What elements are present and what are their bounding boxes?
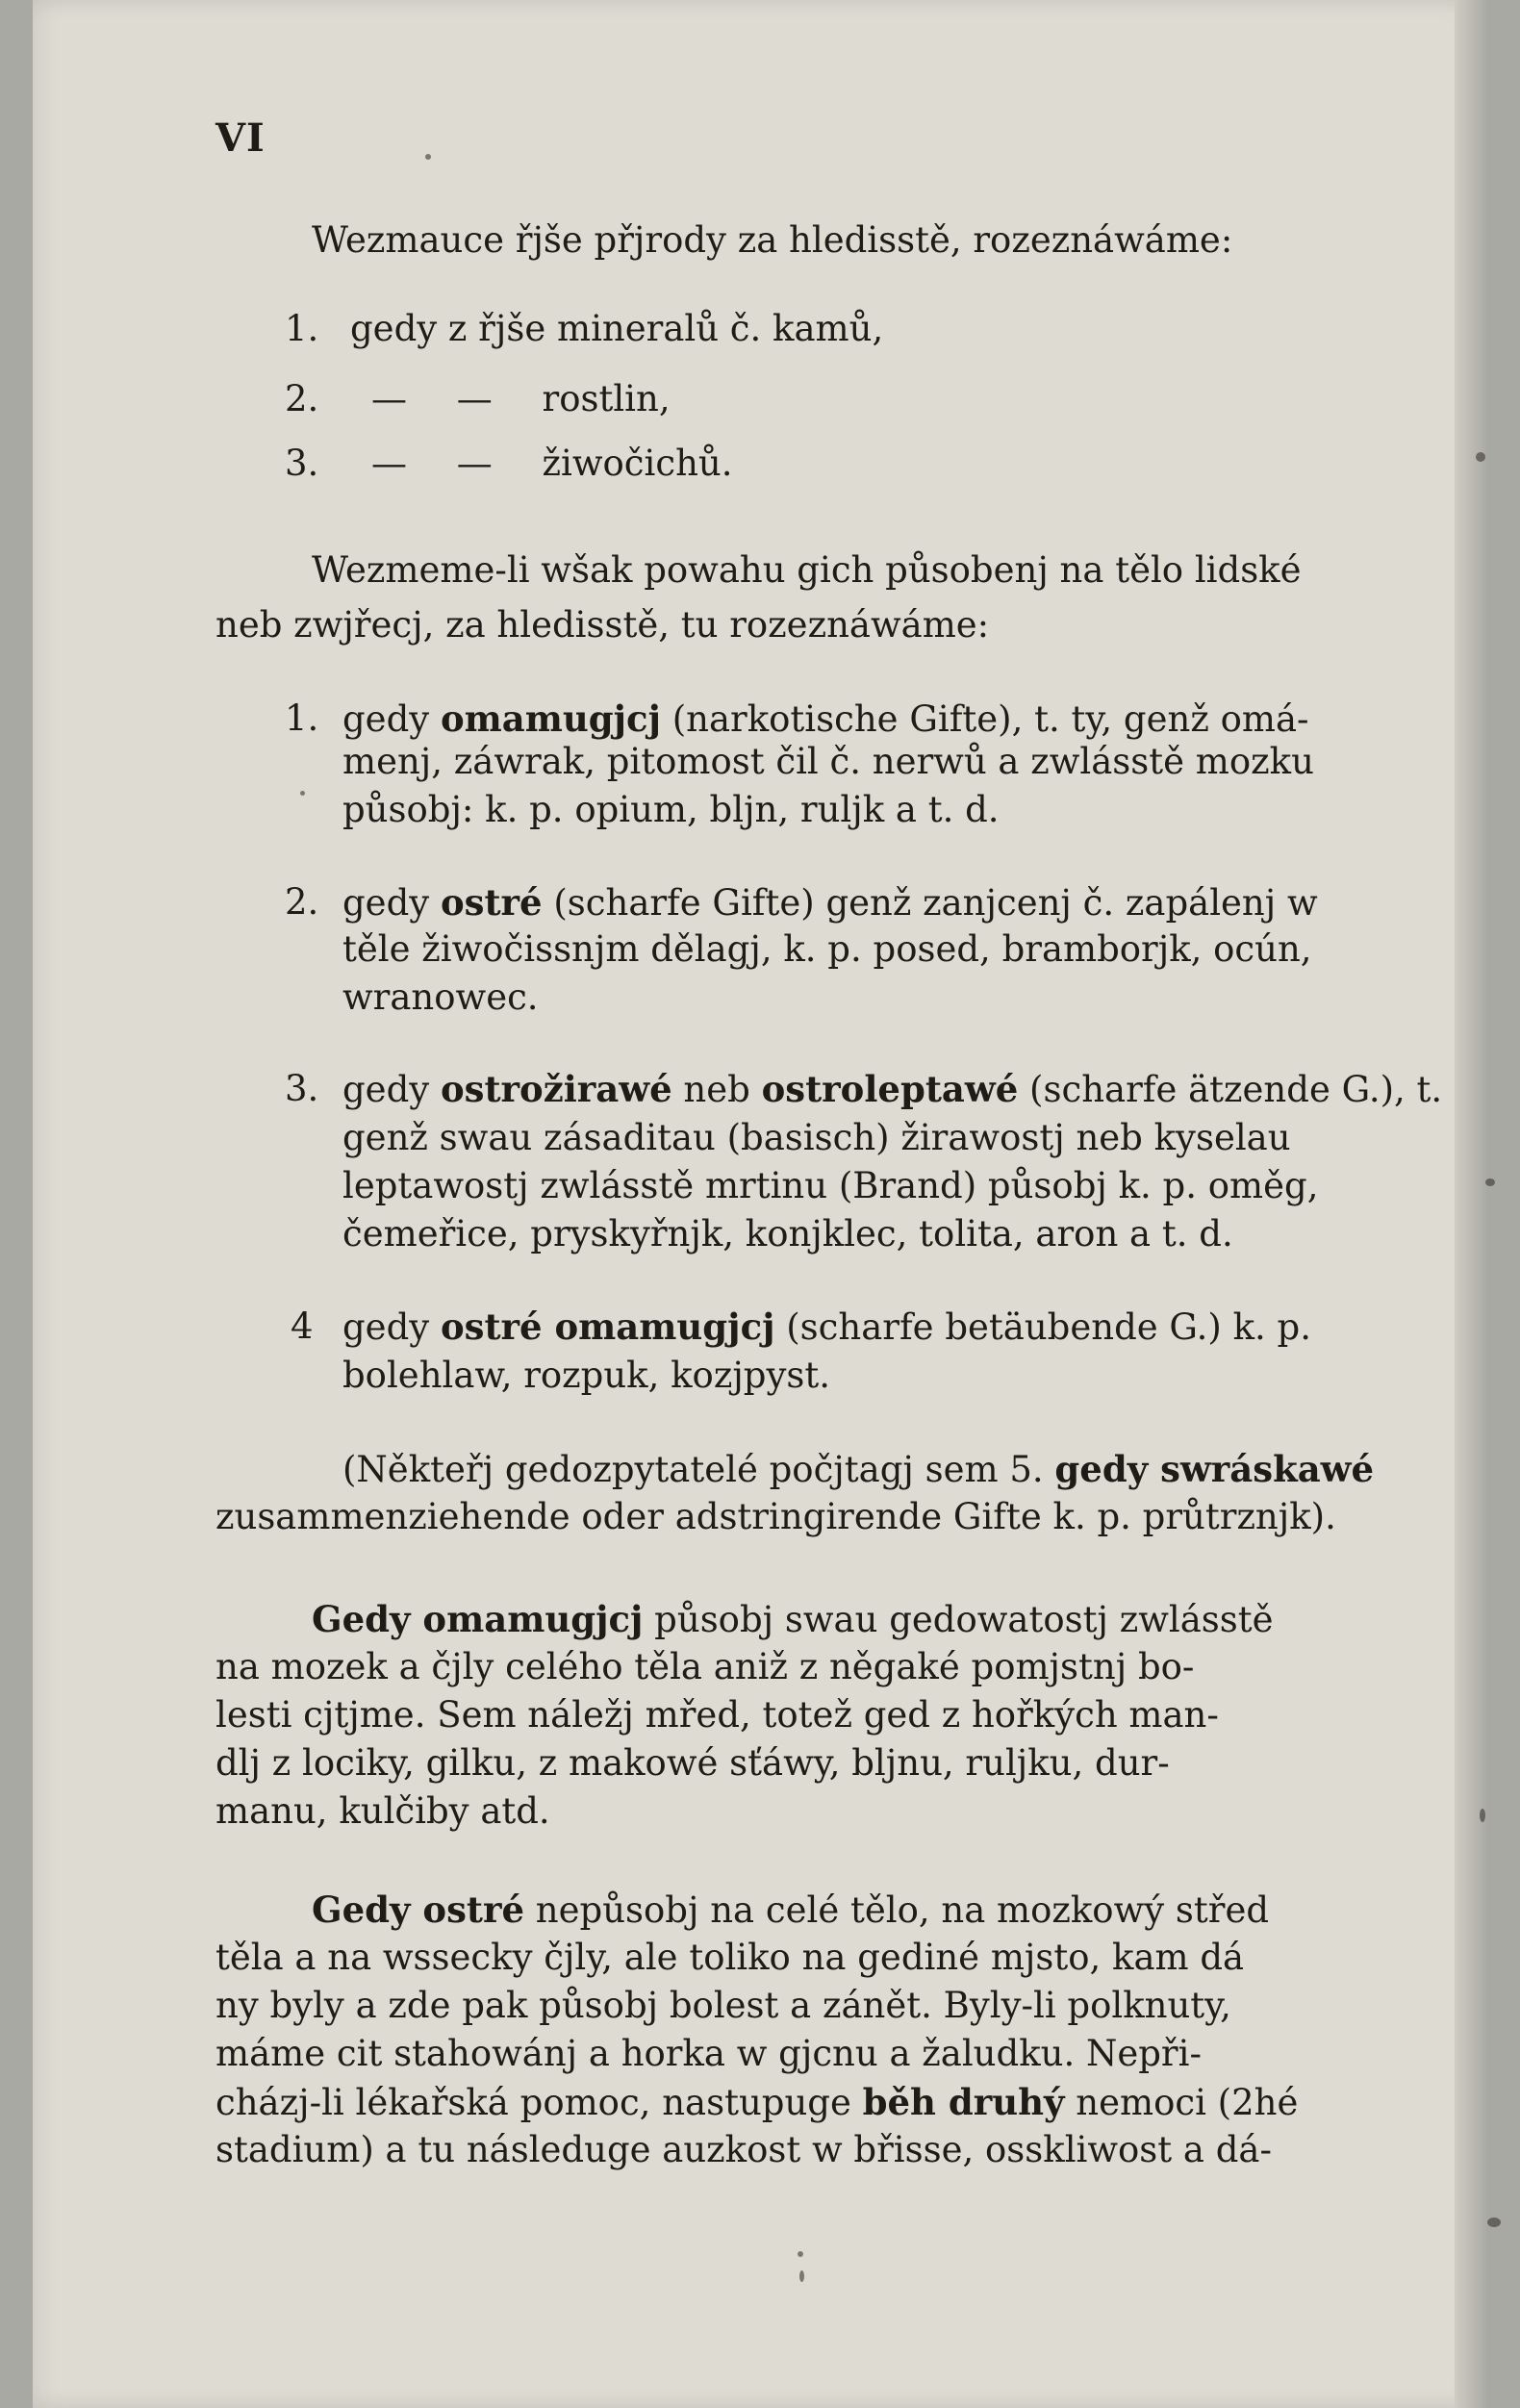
para3-line-2: na mozek a čjly celého těla aniž z něgaké pomjstnj bo- bbox=[215, 1646, 1195, 1687]
note-line-1: (Někteřj gedozpytatelé počjtagj sem 5. gedy swráskawé bbox=[342, 1448, 1375, 1490]
list1-text-1: gedy z řjše mineralů č. kamů, bbox=[350, 308, 884, 349]
para3-line-3: lesti cjtjme. Sem náležj mřed, totež ged z hořkých man- bbox=[215, 1694, 1219, 1736]
term-ostre-omamujici: ostré omamugjcj bbox=[440, 1305, 775, 1348]
print-speck bbox=[798, 2251, 803, 2257]
intro-line: Wezmauce řjše přjrody za hledisstě, rozeznáwáme: bbox=[312, 219, 1233, 261]
item4-line-2: bolehlaw, rozpuk, kozjpyst. bbox=[342, 1355, 830, 1396]
print-speck bbox=[425, 154, 431, 160]
item1-line-1: gedy omamugjcj (narkotische Gifte), t. ty, genž omá- bbox=[342, 697, 1309, 740]
para4-line-4: máme cit stahowánj a horka w gjcnu a žaludku. Nepři- bbox=[215, 2033, 1202, 2074]
para4-line-5: cházj-li lékařská pomoc, nastupuge běh druhý nemoci (2hé bbox=[215, 2081, 1299, 2123]
item3-line-1: gedy ostrožirawé neb ostroleptawé (scharfe ätzende G.), t. bbox=[342, 1068, 1443, 1110]
para3-line-4: dlj z lociky, gilku, z makowé sťáwy, bljnu, ruljku, dur- bbox=[215, 1742, 1170, 1784]
term-ostroleptawe: ostroleptawé bbox=[761, 1068, 1019, 1110]
book-page bbox=[33, 0, 1487, 2408]
page-edge bbox=[1455, 0, 1487, 2408]
para2-line-2: neb zwjřecj, za hledisstě, tu rozeznáwáme: bbox=[215, 604, 990, 646]
para4-line-1: Gedy ostré nepůsobj na celé tělo, na mozkowý střed bbox=[312, 1888, 1270, 1931]
item3-line-4: čemeřice, pryskyřnjk, konjklec, tolita, aron a t. d. bbox=[342, 1213, 1233, 1255]
list1-text-2: — — rostlin, bbox=[371, 378, 671, 419]
list1-num-3: 3. bbox=[285, 443, 319, 484]
list1-num-1: 1. bbox=[285, 308, 319, 349]
list1-num-2: 2. bbox=[285, 378, 319, 419]
para3-line-1: Gedy omamugjcj působj swau gedowatostj zwlásstě bbox=[312, 1598, 1274, 1640]
print-speck bbox=[1476, 452, 1485, 462]
print-speck bbox=[1480, 1809, 1485, 1822]
print-speck bbox=[300, 791, 305, 796]
term-omamujici: omamugjcj bbox=[440, 697, 661, 740]
item2-num: 2. bbox=[285, 881, 319, 923]
term-swraskawe: gedy swráskawé bbox=[1054, 1448, 1375, 1490]
item3-num: 3. bbox=[285, 1068, 319, 1109]
item1-line-3: působj: k. p. opium, bljn, ruljk a t. d. bbox=[342, 789, 1000, 830]
item1-num: 1. bbox=[285, 697, 319, 739]
note-line-2: zusammenziehende oder adstringirende Gifte k. p. průtrznjk). bbox=[215, 1496, 1336, 1537]
item3-line-3: leptawostj zwlásstě mrtinu (Brand) působj k. p. oměg, bbox=[342, 1165, 1319, 1206]
print-speck bbox=[799, 2270, 804, 2282]
item3-line-2: genž swau zásaditau (basisch) žirawostj neb kyselau bbox=[342, 1117, 1291, 1158]
term-gedy-ostre: Gedy ostré bbox=[312, 1888, 525, 1931]
item4-num: 4 bbox=[291, 1305, 314, 1347]
item2-line-2: těle žiwočissnjm dělagj, k. p. posed, bramborjk, ocún, bbox=[342, 928, 1312, 970]
term-ostre: ostré bbox=[440, 881, 543, 924]
term-gedy-omamujici: Gedy omamugjcj bbox=[312, 1598, 644, 1640]
para4-line-2: těla a na wssecky čjly, ale toliko na gediné mjsto, kam dá bbox=[215, 1937, 1245, 1978]
term-ostrozirawe: ostrožirawé bbox=[440, 1068, 672, 1110]
para4-line-6: stadium) a tu následuge auzkost w břisse, osskliwost a dá- bbox=[215, 2129, 1272, 2170]
item4-line-1: gedy ostré omamugjcj (scharfe betäubende G.) k. p. bbox=[342, 1305, 1311, 1348]
print-speck bbox=[1485, 1179, 1495, 1186]
item1-line-2: menj, záwrak, pitomost čil č. nerwů a zwlásstě mozku bbox=[342, 741, 1314, 782]
item2-line-1: gedy ostré (scharfe Gifte) genž zanjcenj č. zapálenj w bbox=[342, 881, 1318, 924]
para4-line-3: ny byly a zde pak působj bolest a zánět. Byly-li polknuty, bbox=[215, 1985, 1231, 2026]
print-speck bbox=[1487, 2218, 1501, 2227]
list1-text-3: — — žiwočichů. bbox=[371, 443, 733, 484]
item2-line-3: wranowec. bbox=[342, 976, 539, 1018]
para2-line-1: Wezmeme-li wšak powahu gich působenj na tělo lidské bbox=[312, 549, 1302, 591]
page-number: VI bbox=[215, 115, 266, 161]
term-beh-druhy: běh druhý bbox=[862, 2081, 1065, 2123]
para3-line-5: manu, kulčiby atd. bbox=[215, 1790, 550, 1832]
